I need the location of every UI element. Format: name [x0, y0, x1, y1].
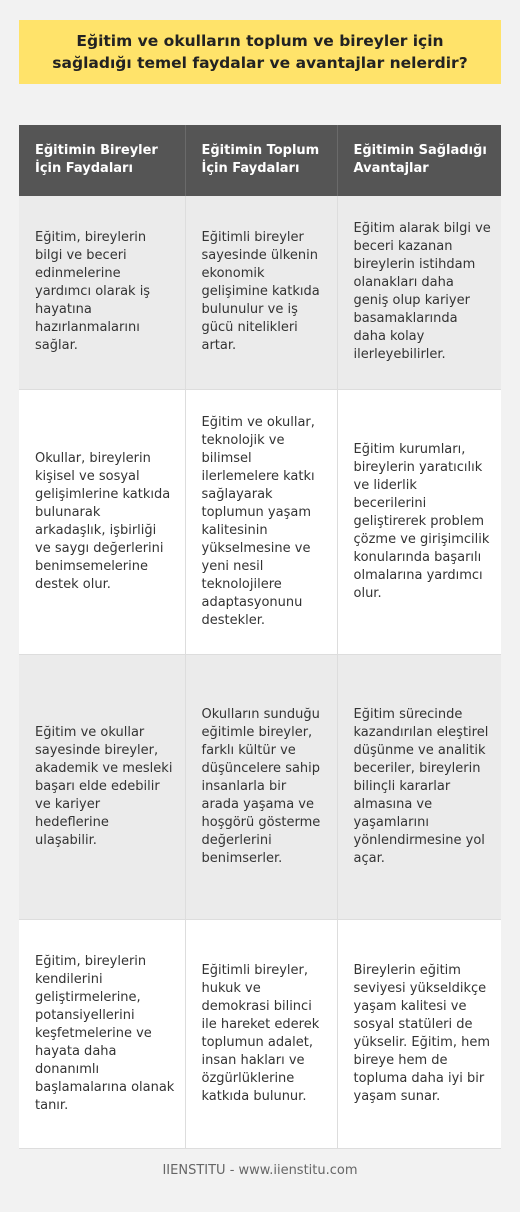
table-row [19, 196, 501, 389]
table-cell: Eğitim kurumları, bireylerin yaratıcılık ve liderlik becerilerini geliştirerek problem çözme ve girişimcilik konularında başarılı olmalarına yardımcı olur. [337, 389, 501, 654]
table-cell: Eğitim alarak bilgi ve beceri kazanan bireylerin istihdam olanakları daha geniş olup kariyer basamaklarında daha kolay ilerleyebilirler. [337, 196, 501, 389]
table-row [19, 919, 501, 1148]
footer-credit: IIENSTITU - www.iienstitu.com [162, 1163, 358, 1178]
table-cell: Eğitim, bireylerin kendilerini geliştirmelerine, potansiyellerini keşfetmelerine ve hayata daha donanımlı başlamalarına olanak tanır. [19, 919, 185, 1148]
page-title: Eğitim ve okulların toplum ve bireyler için sağladığı temel faydalar ve avantajlar nelerdir? [52, 32, 468, 72]
benefits-table [19, 125, 501, 1149]
table-cell: Bireylerin eğitim seviyesi yükseldikçe yaşam kalitesi ve sosyal statüleri de yükselir. Eğitim, hem bireye hem de topluma daha iyi bir yaşam sunar. [337, 919, 501, 1148]
table-cell: Eğitimli bireyler sayesinde ülkenin ekonomik gelişimine katkıda bulunulur ve iş gücü nitelikleri artar. [185, 196, 337, 389]
header-individual-benefits: Eğitimin Bireyler İçin Faydaları [19, 125, 185, 196]
header-society-benefits: Eğitimin Toplum İçin Faydaları [185, 125, 337, 196]
table-header [19, 125, 501, 196]
table-cell: Okulların sunduğu eğitimle bireyler, farklı kültür ve düşüncelere sahip insanlarla bir arada yaşama ve hoşgörü gösterme değerlerini benimserler. [185, 654, 337, 919]
table-body [19, 196, 501, 1148]
header-row [19, 125, 501, 196]
title-banner [19, 20, 501, 84]
table-cell: Eğitimli bireyler, hukuk ve demokrasi bilinci ile hareket ederek toplumun adalet, insan hakları ve özgürlüklerine katkıda bulunur. [185, 919, 337, 1148]
table-cell: Eğitim, bireylerin bilgi ve beceri edinmelerine yardımcı olarak iş hayatına hazırlanmalarını sağlar. [19, 196, 185, 389]
table-row [19, 654, 501, 919]
table-cell: Okullar, bireylerin kişisel ve sosyal gelişimlerine katkıda bulunarak arkadaşlık, işbirliği ve saygı değerlerini benimsemelerine destek olur. [19, 389, 185, 654]
header-advantages: Eğitimin Sağladığı Avantajlar [337, 125, 501, 196]
table-cell: Eğitim sürecinde kazandırılan eleştirel düşünme ve analitik beceriler, bireylerin bilinçli kararlar almasına ve yaşamlarını yönlendirmesine yol açar. [337, 654, 501, 919]
table-cell: Eğitim ve okullar, teknolojik ve bilimsel ilerlemelere katkı sağlayarak toplumun yaşam kalitesinin yükselmesine ve yeni nesil teknolojilere adaptasyonunu destekler. [185, 389, 337, 654]
table-row [19, 389, 501, 654]
table-cell: Eğitim ve okullar sayesinde bireyler, akademik ve mesleki başarı elde edebilir ve kariyer hedeflerine ulaşabilir. [19, 654, 185, 919]
